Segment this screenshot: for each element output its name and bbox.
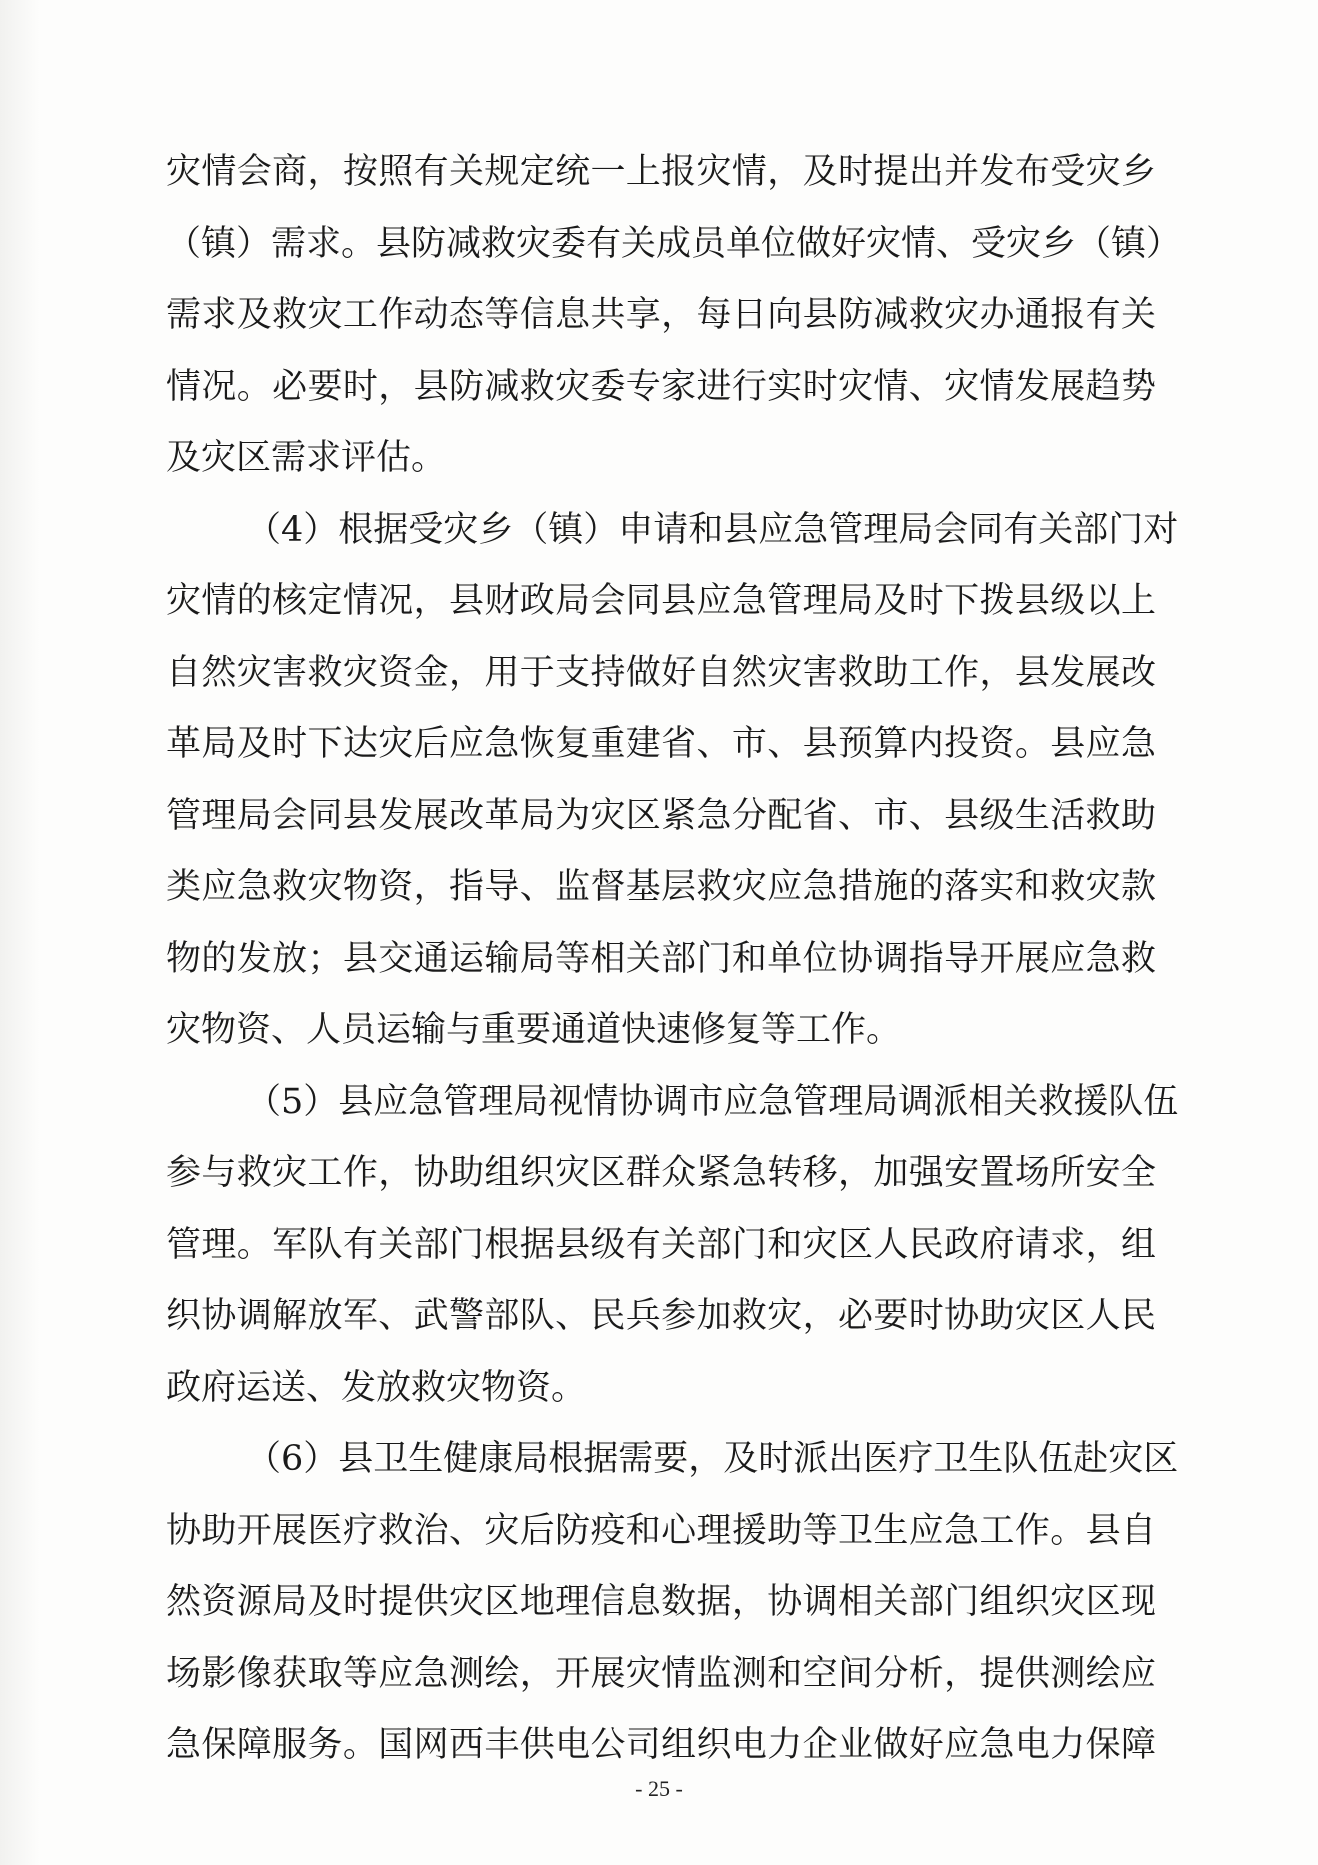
text-line: 然资源局及时提供灾区地理信息数据，协调相关部门组织灾区现 xyxy=(166,1582,1156,1622)
text-line: 情况。必要时，县防减救灾委专家进行实时灾情、灾情发展趋势 xyxy=(166,366,1156,407)
text-line: 管理局会同县发展改革局为灾区紧急分配省、市、县级生活救助 xyxy=(166,795,1156,836)
text-line: 类应急救灾物资，指导、监督基层救灾应急措施的落实和救灾款 xyxy=(166,867,1156,907)
paragraph-5-start: （5）县应急管理局视情协调市应急管理局调派相关救援队伍 xyxy=(246,1081,1179,1122)
text-line: 政府运送、发放救灾物资。 xyxy=(166,1367,587,1408)
body-text xyxy=(166,137,1182,1782)
text-line: 灾情的核定情况，县财政局会同县应急管理局及时下拨县级以上 xyxy=(166,581,1156,621)
text-line: 织协调解放军、武警部队、民兵参加救灾，必要时协助灾区人民 xyxy=(166,1296,1156,1336)
text-line: 灾情会商，按照有关规定统一上报灾情，及时提出并发布受灾乡 xyxy=(166,152,1156,192)
text-line: 自然灾害救灾资金，用于支持做好自然灾害救助工作，县发展改 xyxy=(166,652,1156,693)
text-line: 协助开展医疗救治、灾后防疫和心理援助等卫生应急工作。县自 xyxy=(166,1510,1156,1551)
paragraph-6-start: （6）县卫生健康局根据需要，及时派出医疗卫生队伍赴灾区 xyxy=(246,1439,1179,1479)
paragraph-4-start: （4）根据受灾乡（镇）申请和县应急管理局会同有关部门对 xyxy=(246,509,1179,550)
text-line: 需求及救灾工作动态等信息共享，每日向县防减救灾办通报有关 xyxy=(166,295,1156,335)
page-number: - 25 - xyxy=(635,1776,683,1801)
text-line: （镇）需求。县防减救灾委有关成员单位做好灾情、受灾乡（镇） xyxy=(166,223,1182,264)
text-line: 革局及时下达灾后应急恢复重建省、市、县预算内投资。县应急 xyxy=(166,724,1156,764)
text-line: 及灾区需求评估。 xyxy=(166,438,447,478)
text-line: 灾物资、人员运输与重要通道快速修复等工作。 xyxy=(166,1010,902,1050)
text-line: 场影像获取等应急测绘，开展灾情监测和空间分析，提供测绘应 xyxy=(166,1653,1156,1694)
scan-shadow xyxy=(0,0,40,1865)
text-line: 急保障服务。国网西丰供电公司组织电力企业做好应急电力保障 xyxy=(166,1725,1156,1765)
text-line: 物的发放；县交通运输局等相关部门和单位协调指导开展应急救 xyxy=(166,938,1156,979)
text-line: 管理。军队有关部门根据县级有关部门和灾区人民政府请求，组 xyxy=(166,1224,1156,1265)
text-line: 参与救灾工作，协助组织灾区群众紧急转移，加强安置场所安全 xyxy=(166,1153,1156,1193)
